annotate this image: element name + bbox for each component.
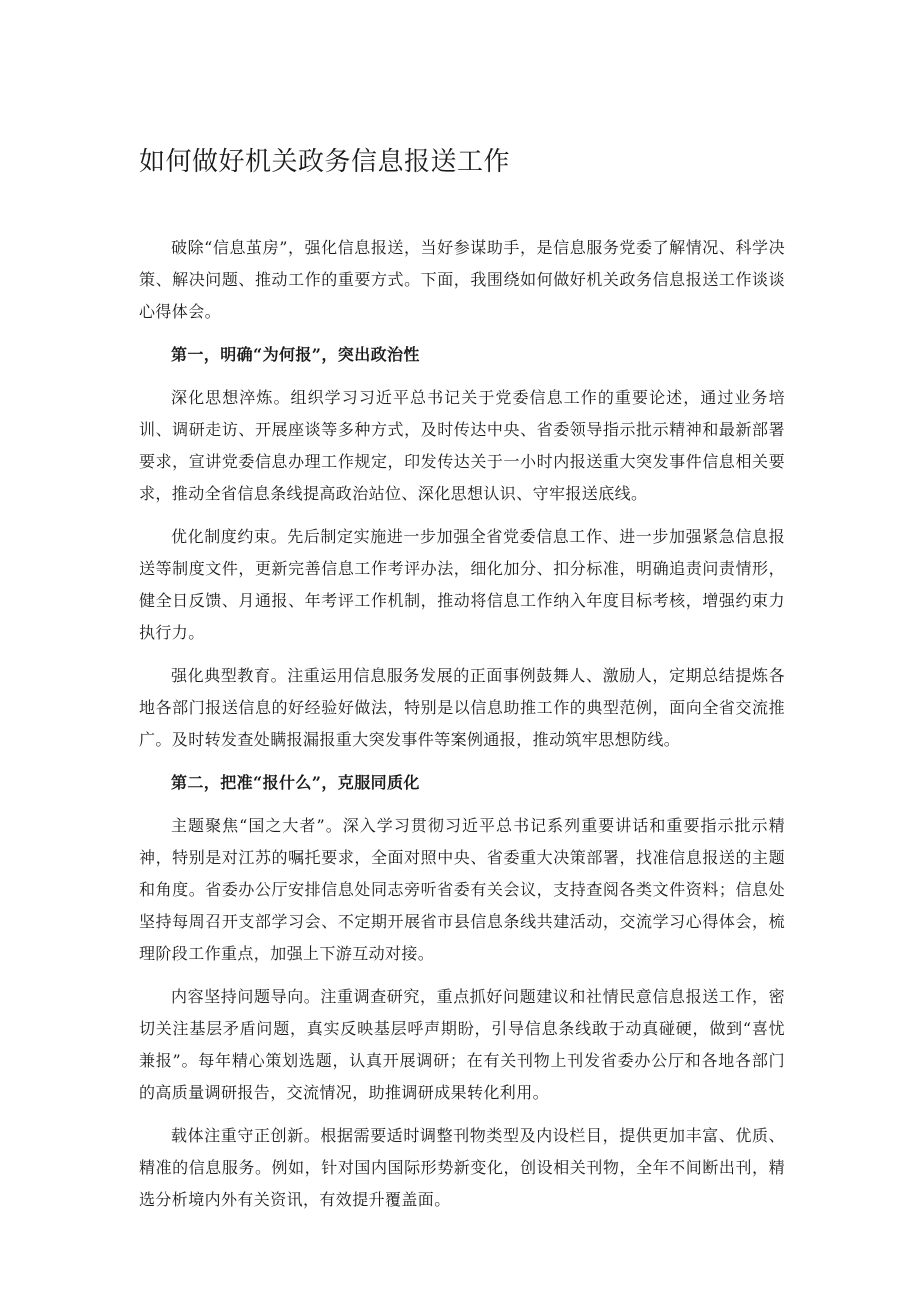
document-title: 如何做好机关政务信息报送工作 [139,147,511,177]
paragraph: 优化制度约束。先后制定实施进一步加强全省党委信息工作、进一步加强紧急信息报送等制度文件，更新完善信息工作考评办法，细化加分、扣分标准，明确追责问责情形，健全日反馈、月通报、年考评工作机制，推动将信息工作纳入年度目标考核，增强约束力执行力。 [139,527,785,642]
paragraph: 强化典型教育。注重运用信息服务发展的正面事例鼓舞人、激励人，定期总结提炼各地各部门报送信息的好经验好做法，特别是以信息助推工作的典型范例，面向全省交流推广。及时转发查处瞒报漏报重大突发事件等案例通报，推动筑牢思想防线。 [139,666,785,749]
paragraph: 深化思想淬炼。组织学习习近平总书记关于党委信息工作的重要论述，通过业务培训、调研走访、开展座谈等多种方式，及时传达中央、省委领导指示批示精神和最新部署要求，宣讲党委信息办理工作规定，印发传达关于一小时内报送重大突发事件信息相关要求，推动全省信息条线提高政治站位、深化思想认识、守牢报送底线。 [139,388,785,503]
section-heading-1: 第一，明确“为何报”，突出政治性 [171,345,420,364]
intro-paragraph: 破除“信息茧房”，强化信息报送，当好参谋助手，是信息服务党委了解情况、科学决策、解决问题、推动工作的重要方式。下面，我围绕如何做好机关政务信息报送工作谈谈心得体会。 [139,238,785,321]
section-heading-2: 第二，把准“报什么”，克服同质化 [171,773,420,792]
paragraph: 载体注重守正创新。根据需要适时调整刊物类型及内设栏目，提供更加丰富、优质、精准的信息服务。例如，针对国内国际形势新变化，创设相关刊物，全年不间断出刊，精选分析境内外有关资讯，有效提升覆盖面。 [139,1126,785,1209]
document-body [139,232,785,1227]
paragraph: 内容坚持问题导向。注重调查研究，重点抓好问题建议和社情民意信息报送工作，密切关注基层矛盾问题，真实反映基层呼声期盼，引导信息条线敢于动真碰硬，做到“喜忧兼报”。每年精心策划选题，认真开展调研；在有关刊物上刊发省委办公厅和各地各部门的高质量调研报告，交流情况，助推调研成果转化利用。 [139,987,785,1102]
paragraph: 主题聚焦“国之大者”。深入学习贯彻习近平总书记系列重要讲话和重要指示批示精神，特别是对江苏的嘱托要求，全面对照中央、省委重大决策部署，找准信息报送的主题和角度。省委办公厅安排信息处同志旁听省委有关会议，支持查阅各类文件资料；信息处坚持每周召开支部学习会、不定期开展省市县信息条线共建活动，交流学习心得体会，梳理阶段工作重点，加强上下游互动对接。 [139,816,785,963]
